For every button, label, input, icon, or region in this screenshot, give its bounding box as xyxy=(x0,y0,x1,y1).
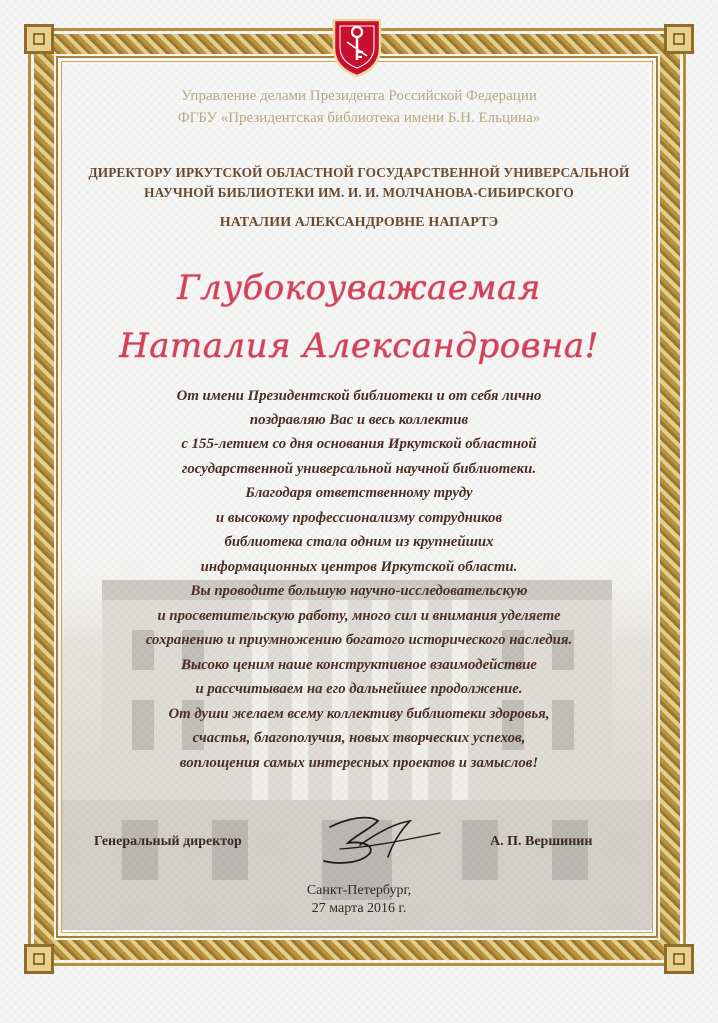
frame-corner-top-right xyxy=(664,24,694,54)
body-line: От души желаем всему коллективу библиотеки здоровья, xyxy=(168,706,550,722)
salutation-line-1: Глубокоуважаемая xyxy=(177,268,541,308)
body-line: информационных центров Иркутской области. xyxy=(200,559,518,575)
addressee-line-2: НАУЧНОЙ БИБЛИОТЕКИ ИМ. И. И. МОЛЧАНОВА-СИБИРСКОГО xyxy=(144,185,574,200)
handwritten-signature xyxy=(300,805,450,875)
place-date: 27 марта 2016 г. xyxy=(311,901,407,916)
body-line: Вы проводите большую научно-исследовательскую xyxy=(190,583,528,599)
body-line: и просветительскую работу, много сил и внимания уделяете xyxy=(157,608,561,624)
place-city: Санкт-Петербург, xyxy=(306,883,412,898)
body-line: счастья, благополучия, новых творческих успехов, xyxy=(192,730,526,746)
body-line: сохранению и приумножению богатого исторического наследия. xyxy=(145,632,573,648)
signatory-name: А. П. Вершинин xyxy=(490,834,593,849)
body-line: и высокому профессионализму сотрудников xyxy=(215,510,503,526)
addressee-name: НАТАЛИИ АЛЕКСАНДРОВНЕ НАПАРТЭ xyxy=(219,215,499,230)
frame-corner-bottom-left xyxy=(24,944,54,974)
emblem-keys-icon xyxy=(330,14,384,78)
addressee-line-1: ДИРЕКТОРУ ИРКУТСКОЙ ОБЛАСТНОЙ ГОСУДАРСТВЕННОЙ УНИВЕРСАЛЬНОЙ xyxy=(88,165,630,180)
header-organization: Управление делами Президента Российской Федерации xyxy=(181,88,537,104)
body-line: От имени Президентской библиотеки и от себя лично xyxy=(176,388,542,404)
body-line: Высоко ценим наше конструктивное взаимодействие xyxy=(181,657,537,673)
body-line: и рассчитываем на его дальнейшее продолжение. xyxy=(195,681,523,697)
body-line: воплощения самых интересных проектов и замыслов! xyxy=(179,755,539,771)
body-line: с 155-летием со дня основания Иркутской областной xyxy=(181,436,537,452)
body-line: Благодаря ответственному труду xyxy=(245,485,473,501)
signatory-position: Генеральный директор xyxy=(94,834,242,849)
frame-corner-bottom-right xyxy=(664,944,694,974)
body-line: государственной универсальной научной библиотеки. xyxy=(181,461,537,477)
body-line: библиотека стала одним из крупнейших xyxy=(224,534,494,550)
frame-corner-top-left xyxy=(24,24,54,54)
salutation-line-2: Наталия Александровна! xyxy=(119,326,599,366)
body-line: поздравляю Вас и весь коллектив xyxy=(249,412,469,428)
header-library: ФГБУ «Президентская библиотека имени Б.Н. Ельцина» xyxy=(177,110,541,126)
